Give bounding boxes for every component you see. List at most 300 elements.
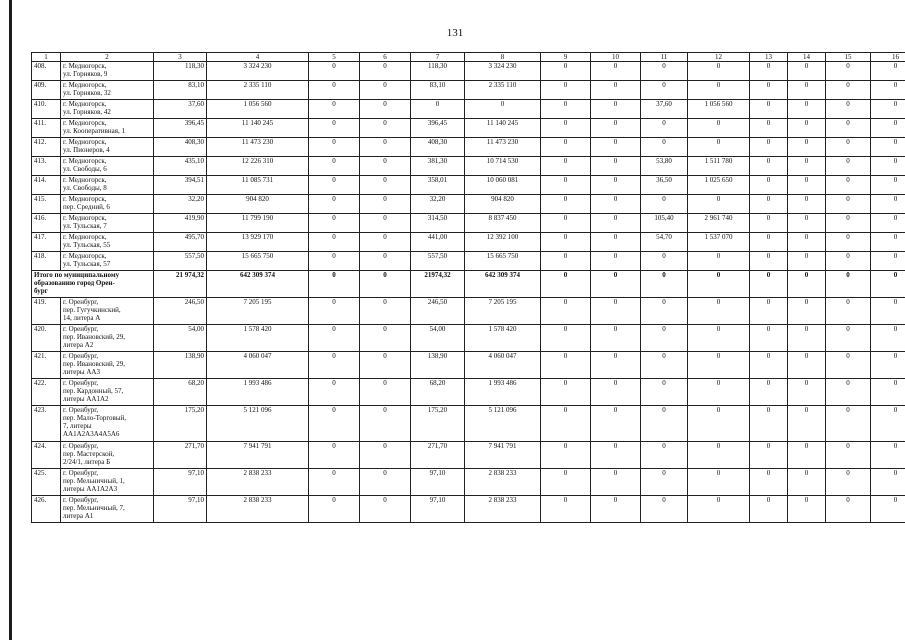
value-cell-col-9: 0 — [541, 271, 591, 298]
value-cell-col-11: 0 — [641, 496, 688, 523]
row-number: 413. — [32, 157, 61, 176]
column-header: 14 — [788, 53, 826, 62]
value-cell-col-12: 0 — [688, 271, 750, 298]
value-cell-col-7: 54,00 — [411, 325, 465, 352]
value-cell-col-15: 0 — [826, 214, 871, 233]
address-line: г. Медногорск, — [63, 62, 107, 70]
value-cell-col-9: 0 — [541, 195, 591, 214]
value-cell-col-14: 0 — [788, 469, 826, 496]
value-cell-col-13: 0 — [750, 379, 788, 406]
value-cell-col-11: 0 — [641, 469, 688, 496]
value-cell-col-10: 0 — [591, 62, 641, 81]
value-cell-col-13: 0 — [750, 195, 788, 214]
value-cell-col-10: 0 — [591, 157, 641, 176]
value-cell-col-5: 0 — [309, 271, 360, 298]
value-cell-col-4: 7 205 195 — [207, 298, 309, 325]
value-cell-col-12: 0 — [688, 252, 750, 271]
row-number: 418. — [32, 252, 61, 271]
value-cell-col-16: 0 — [871, 100, 905, 119]
value-cell-col-14: 0 — [788, 81, 826, 100]
address-line: г. Медногорск, — [63, 176, 107, 184]
value-cell-col-10: 0 — [591, 252, 641, 271]
value-cell-col-5: 0 — [309, 62, 360, 81]
table-row — [32, 233, 905, 252]
value-cell-col-12: 1 025 650 — [688, 176, 750, 195]
address-line: 2/24/1, литера Б — [63, 458, 111, 466]
value-cell-col-11: 0 — [641, 325, 688, 352]
value-cell-col-4: 11 085 731 — [207, 176, 309, 195]
value-cell-col-12: 0 — [688, 119, 750, 138]
row-number: 416. — [32, 214, 61, 233]
address-line: пер. Ивановский, 29, — [63, 333, 125, 341]
value-cell-col-7: 381,30 — [411, 157, 465, 176]
row-number: 408. — [32, 62, 61, 81]
value-cell-col-7: 68,20 — [411, 379, 465, 406]
value-cell-col-16: 0 — [871, 176, 905, 195]
value-cell-col-13: 0 — [750, 233, 788, 252]
value-cell-col-9: 0 — [541, 325, 591, 352]
value-cell-col-13: 0 — [750, 325, 788, 352]
address-line: пер. Мельничный, 7, — [63, 504, 125, 512]
value-cell-col-13: 0 — [750, 252, 788, 271]
value-cell-col-4: 13 929 170 — [207, 233, 309, 252]
value-cell-col-10: 0 — [591, 352, 641, 379]
value-cell-col-9: 0 — [541, 496, 591, 523]
value-cell-col-16: 0 — [871, 138, 905, 157]
value-cell-col-12: 1 537 070 — [688, 233, 750, 252]
value-cell-col-12: 0 — [688, 406, 750, 442]
value-cell-col-4: 11 799 190 — [207, 214, 309, 233]
value-cell-col-5: 0 — [309, 233, 360, 252]
value-cell-col-4: 1 993 486 — [207, 379, 309, 406]
address-line: г. Оренбург, — [63, 469, 99, 477]
value-cell-col-16: 0 — [871, 81, 905, 100]
value-cell-col-5: 0 — [309, 325, 360, 352]
value-cell-col-15: 0 — [826, 176, 871, 195]
binding-edge — [9, 0, 12, 640]
value-cell-col-13: 0 — [750, 157, 788, 176]
address-cell — [61, 100, 154, 119]
value-cell-col-16: 0 — [871, 379, 905, 406]
row-number: 424. — [32, 442, 61, 469]
value-cell-col-3: 435,10 — [154, 157, 207, 176]
column-header: 4 — [207, 53, 309, 62]
address-line: литеры АА1А2 — [63, 395, 109, 403]
value-cell-col-7: 175,20 — [411, 406, 465, 442]
value-cell-col-16: 0 — [871, 469, 905, 496]
value-cell-col-11: 105,40 — [641, 214, 688, 233]
value-cell-col-8: 11 473 230 — [465, 138, 541, 157]
address-cell — [61, 496, 154, 523]
row-number: 414. — [32, 176, 61, 195]
value-cell-col-3: 32,20 — [154, 195, 207, 214]
value-cell-col-7: 441,00 — [411, 233, 465, 252]
value-cell-col-14: 0 — [788, 157, 826, 176]
value-cell-col-16: 0 — [871, 157, 905, 176]
value-cell-col-10: 0 — [591, 406, 641, 442]
address-line: пер. Гугучкинский, — [63, 306, 121, 314]
value-cell-col-14: 0 — [788, 406, 826, 442]
value-cell-col-10: 0 — [591, 379, 641, 406]
table-row — [32, 442, 905, 469]
value-cell-col-16: 0 — [871, 252, 905, 271]
value-cell-col-5: 0 — [309, 157, 360, 176]
table-row — [32, 379, 905, 406]
value-cell-col-14: 0 — [788, 298, 826, 325]
value-cell-col-14: 0 — [788, 379, 826, 406]
value-cell-col-3: 271,70 — [154, 442, 207, 469]
value-cell-col-11: 0 — [641, 379, 688, 406]
value-cell-col-13: 0 — [750, 62, 788, 81]
value-cell-col-5: 0 — [309, 298, 360, 325]
value-cell-col-8: 2 838 233 — [465, 469, 541, 496]
address-line: г. Медногорск, — [63, 157, 107, 165]
value-cell-col-8: 1 993 486 — [465, 379, 541, 406]
value-cell-col-5: 0 — [309, 352, 360, 379]
value-cell-col-9: 0 — [541, 176, 591, 195]
address-line: г. Оренбург, — [63, 298, 99, 306]
value-cell-col-8: 1 578 420 — [465, 325, 541, 352]
value-cell-col-7: 0 — [411, 100, 465, 119]
value-cell-col-15: 0 — [826, 298, 871, 325]
value-cell-col-4: 3 324 230 — [207, 62, 309, 81]
value-cell-col-6: 0 — [360, 252, 411, 271]
value-cell-col-5: 0 — [309, 138, 360, 157]
address-line: пер. Мельничный, 1, — [63, 477, 125, 485]
value-cell-col-9: 0 — [541, 119, 591, 138]
value-cell-col-5: 0 — [309, 406, 360, 442]
value-cell-col-5: 0 — [309, 442, 360, 469]
value-cell-col-6: 0 — [360, 214, 411, 233]
column-header: 2 — [61, 53, 154, 62]
address-line: пер. Кардонный, 57, — [63, 387, 124, 395]
value-cell-col-4: 5 121 096 — [207, 406, 309, 442]
value-cell-col-13: 0 — [750, 469, 788, 496]
address-line: г. Оренбург, — [63, 325, 99, 333]
value-cell-col-7: 396,45 — [411, 119, 465, 138]
value-cell-col-9: 0 — [541, 379, 591, 406]
value-cell-col-12: 0 — [688, 442, 750, 469]
value-cell-col-16: 0 — [871, 62, 905, 81]
address-line: г. Медногорск, — [63, 81, 107, 89]
value-cell-col-9: 0 — [541, 81, 591, 100]
value-cell-col-13: 0 — [750, 100, 788, 119]
total-row — [32, 271, 905, 298]
value-cell-col-8: 7 941 791 — [465, 442, 541, 469]
value-cell-col-12: 1 511 780 — [688, 157, 750, 176]
value-cell-col-16: 0 — [871, 496, 905, 523]
row-number: 419. — [32, 298, 61, 325]
value-cell-col-9: 0 — [541, 62, 591, 81]
value-cell-col-9: 0 — [541, 157, 591, 176]
value-cell-col-12: 2 961 740 — [688, 214, 750, 233]
value-cell-col-3: 118,30 — [154, 62, 207, 81]
value-cell-col-5: 0 — [309, 379, 360, 406]
table-row — [32, 100, 905, 119]
address-cell — [61, 298, 154, 325]
table-body — [32, 62, 905, 523]
value-cell-col-4: 12 226 310 — [207, 157, 309, 176]
value-cell-col-13: 0 — [750, 271, 788, 298]
value-cell-col-3: 175,20 — [154, 406, 207, 442]
address-cell — [61, 157, 154, 176]
value-cell-col-6: 0 — [360, 119, 411, 138]
value-cell-col-3: 138,90 — [154, 352, 207, 379]
row-number: 422. — [32, 379, 61, 406]
value-cell-col-16: 0 — [871, 325, 905, 352]
value-cell-col-14: 0 — [788, 233, 826, 252]
value-cell-col-7: 97,10 — [411, 496, 465, 523]
value-cell-col-3: 495,70 — [154, 233, 207, 252]
address-cell — [61, 233, 154, 252]
value-cell-col-11: 0 — [641, 442, 688, 469]
value-cell-col-11: 36,50 — [641, 176, 688, 195]
address-line: г. Медногорск, — [63, 195, 107, 203]
value-cell-col-3: 97,10 — [154, 469, 207, 496]
value-cell-col-8: 12 392 100 — [465, 233, 541, 252]
table-row — [32, 62, 905, 81]
value-cell-col-15: 0 — [826, 271, 871, 298]
value-cell-col-15: 0 — [826, 100, 871, 119]
address-line: литера А1 — [63, 512, 94, 520]
column-header: 13 — [750, 53, 788, 62]
column-header: 3 — [154, 53, 207, 62]
value-cell-col-10: 0 — [591, 81, 641, 100]
value-cell-col-7: 557,50 — [411, 252, 465, 271]
value-cell-col-12: 0 — [688, 138, 750, 157]
value-cell-col-12: 0 — [688, 298, 750, 325]
value-cell-col-9: 0 — [541, 252, 591, 271]
value-cell-col-13: 0 — [750, 352, 788, 379]
address-line: ул. Тульская, 7 — [63, 222, 107, 230]
value-cell-col-7: 246,50 — [411, 298, 465, 325]
address-cell — [61, 406, 154, 442]
address-line: г. Медногорск, — [63, 252, 107, 260]
address-cell — [61, 379, 154, 406]
table-header — [32, 53, 905, 62]
value-cell-col-13: 0 — [750, 176, 788, 195]
value-cell-col-12: 0 — [688, 62, 750, 81]
value-cell-col-4: 1 578 420 — [207, 325, 309, 352]
value-cell-col-15: 0 — [826, 406, 871, 442]
value-cell-col-4: 1 056 560 — [207, 100, 309, 119]
value-cell-col-14: 0 — [788, 352, 826, 379]
table-row — [32, 252, 905, 271]
address-cell — [61, 81, 154, 100]
value-cell-col-9: 0 — [541, 469, 591, 496]
value-cell-col-14: 0 — [788, 496, 826, 523]
value-cell-col-15: 0 — [826, 119, 871, 138]
value-cell-col-14: 0 — [788, 325, 826, 352]
address-line: ул. Горняков, 32 — [63, 89, 111, 97]
value-cell-col-16: 0 — [871, 233, 905, 252]
row-number: 412. — [32, 138, 61, 157]
value-cell-col-8: 904 820 — [465, 195, 541, 214]
address-line: 14, литера А — [63, 314, 101, 322]
address-line: ул. Свободы, 8 — [63, 184, 107, 192]
value-cell-col-15: 0 — [826, 138, 871, 157]
value-cell-col-6: 0 — [360, 62, 411, 81]
column-header: 9 — [541, 53, 591, 62]
table-row — [32, 195, 905, 214]
value-cell-col-7: 408,30 — [411, 138, 465, 157]
value-cell-col-15: 0 — [826, 325, 871, 352]
value-cell-col-10: 0 — [591, 176, 641, 195]
address-line: ул. Кооперативная, 1 — [63, 127, 125, 135]
value-cell-col-6: 0 — [360, 81, 411, 100]
value-cell-col-11: 0 — [641, 62, 688, 81]
value-cell-col-12: 0 — [688, 469, 750, 496]
value-cell-col-14: 0 — [788, 138, 826, 157]
value-cell-col-3: 246,50 — [154, 298, 207, 325]
value-cell-col-9: 0 — [541, 352, 591, 379]
value-cell-col-12: 0 — [688, 325, 750, 352]
value-cell-col-10: 0 — [591, 119, 641, 138]
value-cell-col-11: 0 — [641, 352, 688, 379]
value-cell-col-11: 0 — [641, 138, 688, 157]
value-cell-col-16: 0 — [871, 352, 905, 379]
address-line: г. Медногорск, — [63, 138, 107, 146]
table-row — [32, 138, 905, 157]
value-cell-col-3: 557,50 — [154, 252, 207, 271]
address-line: г. Медногорск, — [63, 119, 107, 127]
address-line: г. Оренбург, — [63, 496, 99, 504]
value-cell-col-6: 0 — [360, 352, 411, 379]
value-cell-col-11: 0 — [641, 298, 688, 325]
value-cell-col-16: 0 — [871, 119, 905, 138]
total-label-line: образованию город Орен- — [34, 279, 115, 287]
value-cell-col-8: 5 121 096 — [465, 406, 541, 442]
total-label-line: бург — [34, 287, 48, 295]
value-cell-col-7: 97,10 — [411, 469, 465, 496]
value-cell-col-15: 0 — [826, 442, 871, 469]
column-header: 12 — [688, 53, 750, 62]
address-line: ул. Свободы, 6 — [63, 165, 107, 173]
value-cell-col-12: 0 — [688, 352, 750, 379]
total-label — [32, 271, 154, 298]
column-header: 5 — [309, 53, 360, 62]
value-cell-col-8: 15 665 750 — [465, 252, 541, 271]
value-cell-col-8: 10 714 530 — [465, 157, 541, 176]
value-cell-col-6: 0 — [360, 176, 411, 195]
value-cell-col-6: 0 — [360, 298, 411, 325]
value-cell-col-6: 0 — [360, 271, 411, 298]
value-cell-col-10: 0 — [591, 325, 641, 352]
value-cell-col-8: 2 838 233 — [465, 496, 541, 523]
value-cell-col-14: 0 — [788, 100, 826, 119]
value-cell-col-8: 8 837 450 — [465, 214, 541, 233]
row-number: 420. — [32, 325, 61, 352]
column-header: 15 — [826, 53, 871, 62]
value-cell-col-14: 0 — [788, 271, 826, 298]
address-line: г. Оренбург, — [63, 406, 99, 414]
column-header: 16 — [871, 53, 905, 62]
address-line: г. Оренбург, — [63, 442, 99, 450]
value-cell-col-6: 0 — [360, 233, 411, 252]
value-cell-col-12: 0 — [688, 379, 750, 406]
value-cell-col-12: 0 — [688, 81, 750, 100]
value-cell-col-12: 0 — [688, 496, 750, 523]
address-line: пер. Средний, 6 — [63, 203, 110, 211]
value-cell-col-6: 0 — [360, 100, 411, 119]
value-cell-col-4: 2 838 233 — [207, 469, 309, 496]
value-cell-col-8: 0 — [465, 100, 541, 119]
value-cell-col-16: 0 — [871, 195, 905, 214]
table-row — [32, 119, 905, 138]
address-cell — [61, 469, 154, 496]
value-cell-col-16: 0 — [871, 271, 905, 298]
value-cell-col-3: 83,10 — [154, 81, 207, 100]
value-cell-col-14: 0 — [788, 176, 826, 195]
value-cell-col-12: 0 — [688, 195, 750, 214]
value-cell-col-14: 0 — [788, 442, 826, 469]
value-cell-col-11: 54,70 — [641, 233, 688, 252]
value-cell-col-14: 0 — [788, 119, 826, 138]
value-cell-col-5: 0 — [309, 81, 360, 100]
value-cell-col-6: 0 — [360, 469, 411, 496]
address-line: АА1А2А3А4А5А6 — [63, 430, 120, 438]
value-cell-col-10: 0 — [591, 442, 641, 469]
value-cell-col-16: 0 — [871, 214, 905, 233]
value-cell-col-6: 0 — [360, 138, 411, 157]
value-cell-col-13: 0 — [750, 442, 788, 469]
address-line: ул. Горняков, 42 — [63, 108, 111, 116]
value-cell-col-4: 7 941 791 — [207, 442, 309, 469]
table-row — [32, 469, 905, 496]
value-cell-col-8: 2 335 110 — [465, 81, 541, 100]
value-cell-col-4: 2 335 110 — [207, 81, 309, 100]
value-cell-col-6: 0 — [360, 157, 411, 176]
value-cell-col-9: 0 — [541, 298, 591, 325]
value-cell-col-14: 0 — [788, 214, 826, 233]
row-number: 417. — [32, 233, 61, 252]
table-row — [32, 298, 905, 325]
housing-register-table — [31, 52, 905, 523]
value-cell-col-7: 32,20 — [411, 195, 465, 214]
value-cell-col-10: 0 — [591, 195, 641, 214]
value-cell-col-11: 53,80 — [641, 157, 688, 176]
table-row — [32, 214, 905, 233]
value-cell-col-11: 0 — [641, 252, 688, 271]
address-line: литера А2 — [63, 341, 94, 349]
value-cell-col-8: 11 140 245 — [465, 119, 541, 138]
value-cell-col-4: 15 665 750 — [207, 252, 309, 271]
value-cell-col-14: 0 — [788, 195, 826, 214]
value-cell-col-6: 0 — [360, 325, 411, 352]
value-cell-col-13: 0 — [750, 298, 788, 325]
value-cell-col-15: 0 — [826, 81, 871, 100]
address-line: литеры АА1А2А3 — [63, 485, 118, 493]
value-cell-col-11: 0 — [641, 81, 688, 100]
address-line: г. Оренбург, — [63, 379, 99, 387]
address-line: пер. Мастерской, — [63, 450, 115, 458]
address-cell — [61, 195, 154, 214]
value-cell-col-4: 904 820 — [207, 195, 309, 214]
value-cell-col-10: 0 — [591, 100, 641, 119]
row-number: 423. — [32, 406, 61, 442]
value-cell-col-7: 138,90 — [411, 352, 465, 379]
value-cell-col-9: 0 — [541, 100, 591, 119]
value-cell-col-11: 0 — [641, 406, 688, 442]
address-line: г. Оренбург, — [63, 352, 99, 360]
value-cell-col-7: 314,50 — [411, 214, 465, 233]
value-cell-col-13: 0 — [750, 496, 788, 523]
column-header: 8 — [465, 53, 541, 62]
address-cell — [61, 252, 154, 271]
value-cell-col-10: 0 — [591, 469, 641, 496]
address-line: г. Медногорск, — [63, 233, 107, 241]
address-line: г. Медногорск, — [63, 100, 107, 108]
